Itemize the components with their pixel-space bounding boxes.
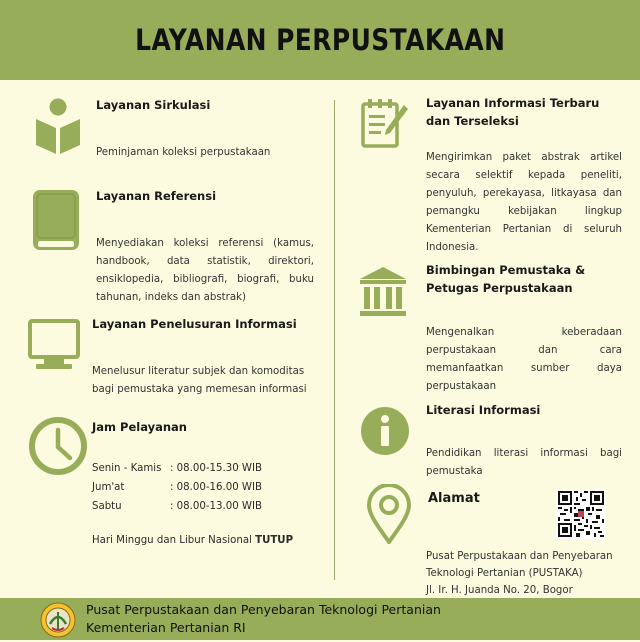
hours-row: Sabtu : 08.00-13.00 WIB <box>92 501 262 512</box>
qr-code <box>556 489 606 539</box>
sirkulasi-desc: Peminjaman koleksi perpustakaan <box>96 147 271 158</box>
footer-line-2: Kementerian Pertanian RI <box>86 620 246 635</box>
footer-bar <box>0 598 640 640</box>
notepad-icon <box>360 97 410 149</box>
closed-word: TUTUP <box>255 535 294 546</box>
bimbingan-title: Bimbingan Pemustaka & Petugas Perpustakaan <box>426 263 586 295</box>
info-icon <box>360 406 410 456</box>
column-divider <box>334 100 335 580</box>
referensi-desc: Menyediakan koleksi referensi (kamus, handbook, data statistik, direktori, ensiklopedia, bibliografi, biografi, buku tahunan, indeks dan abstrak) <box>96 238 314 303</box>
alamat-text: Pusat Perpustakaan dan Penyebaran Teknologi Pertanian (PUSTAKA) Jl. Ir. H. Juanda No. 20, Bogor <box>426 551 613 596</box>
penelusuran-desc: Menelusur literatur subjek dan komoditas bagi pemustaka yang memesan informasi <box>92 366 307 395</box>
informasi-desc: Mengirimkan paket abstrak artikel secara selektif kepada peneliti, penyuluh, perekayasa, litkayasa dan pemangku kebijakan lingkup Kementerian Pertanian di seluruh Indonesia. <box>426 152 622 253</box>
referensi-title: Layanan Referensi <box>96 189 217 203</box>
hours-table <box>92 459 262 516</box>
ministry-logo <box>40 602 76 638</box>
literasi-desc: Pendidikan literasi informasi bagi pemustaka <box>426 448 622 477</box>
header-banner <box>0 0 640 80</box>
penelusuran-title: Layanan Penelusuran Informasi <box>92 317 297 331</box>
bimbingan-desc: Mengenalkan keberadaan perpustakaan dan cara memanfaatkan sumber daya perpustakaan <box>426 327 622 392</box>
jam-title: Jam Pelayanan <box>92 420 187 434</box>
footer-line-1: Pusat Perpustakaan dan Penyebaran Teknologi Pertanian <box>86 602 441 617</box>
clock-icon <box>28 416 88 476</box>
location-pin-icon <box>366 484 412 544</box>
page-title: LAYANAN PERPUSTAKAAN <box>134 23 506 57</box>
monitor-icon <box>28 319 80 371</box>
alamat-title: Alamat <box>428 491 480 506</box>
closed-note: Hari Minggu dan Libur Nasional TUTUP <box>92 535 294 546</box>
hours-row: Senin - Kamis : 08.00-15.30 WIB <box>92 463 262 474</box>
reader-icon <box>34 97 82 155</box>
bank-icon <box>358 265 408 319</box>
hours-row: Jum'at : 08.00-16.00 WIB <box>92 482 262 493</box>
book-icon <box>32 189 80 251</box>
sirkulasi-title: Layanan Sirkulasi <box>96 98 211 112</box>
literasi-title: Literasi Informasi <box>426 403 541 417</box>
informasi-title: Layanan Informasi Terbaru dan Terseleksi <box>426 96 600 128</box>
